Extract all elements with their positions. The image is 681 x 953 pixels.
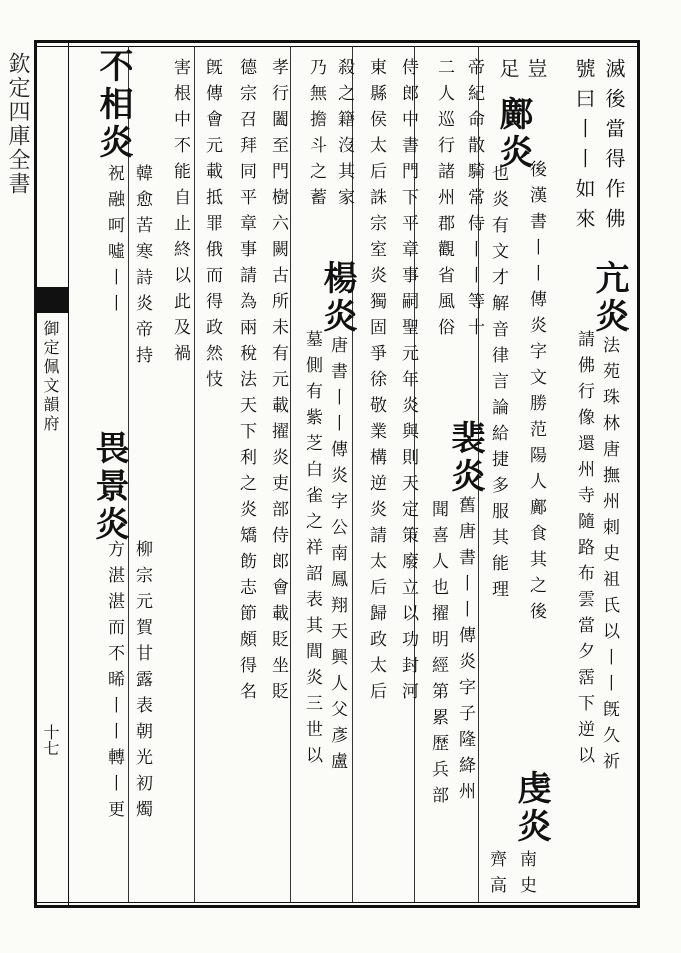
text-column: 德宗召拜同平章事請為兩稅法天下利之炎矯飭志節頗得名 [236,58,256,708]
text-column: 滅後當得作佛 [602,58,626,238]
text-column: 殺之籍沒其家 [334,58,354,214]
text-column: 乃無擔斗之蓄 [306,58,326,214]
text-column: 孝行闔至門樹六闕古所未有元載擢炎吏部侍郎會載貶坐貶 [268,58,288,708]
text-column [93,48,133,162]
text-column: 也炎有文才解音律言論給捷多服其能理 [488,164,508,606]
margin-book-title: 御定佩文韻府 [41,320,60,434]
text-column: 墓側有紫芝白雀之祥詔表其閭炎三世以 [302,330,322,772]
text-column [511,770,551,846]
text-column: 齊高 [486,850,506,902]
margin-top-title: 欽定四庫全書 [5,52,30,196]
text-column: 祝融呵噓丨丨 [104,164,124,320]
text-column: 東縣侯太后誅宗室炎獨固爭徐敬業構逆炎請太后歸政太后 [366,58,386,708]
entry-heading: 畏景炎 [89,430,129,544]
text-column: 害根中不能自止終以此及禍 [170,58,190,370]
text-column: 方湛湛而不晞丨丨轉丨更 [104,540,124,826]
text-column: 聞喜人也擢明經第累歷兵部 [428,500,448,812]
text-column [89,430,129,544]
frame-inner-bottom [34,902,640,903]
entry-heading: 不相炎 [93,48,133,162]
text-column: 帝紀命散騎常侍丨丨等十 [464,58,484,344]
text-column: 亢炎法苑珠林唐撫州刺史祖氏以丨丨旣久祈 [589,260,629,778]
entry-heading: 亢炎 [589,260,629,336]
entry-heading: 虔炎 [511,770,551,846]
text-column: 號曰丨丨如來 [572,58,596,238]
text-column: 裴炎舊唐書丨丨傳炎字子隆絳州 [445,420,485,808]
text-column: 豈 [524,58,548,88]
text-column: 韓愈苦寒詩炎帝持 [132,164,152,372]
text-column: 南史 [516,850,536,902]
text-column: 侍郎中書門下平章事嗣聖元年炎與則天定策廢立以功封河 [398,58,418,708]
text-column: 楊炎唐書丨丨傳炎字公南鳳翔天興人父彥盧 [317,260,357,778]
text-column: 二人巡行諸州郡觀省風俗 [434,58,454,344]
text-column: 後漢書丨丨傳炎字文勝范陽人鄺食其之後 [526,160,546,628]
margin-page-number: 十七 [41,724,60,756]
text-column: 請佛行像還州寺隨路布雲當夕霑下逆以 [574,330,594,772]
frame-inner-top [34,46,640,47]
entry-heading: 楊炎 [317,260,357,336]
text-column: 柳宗元賀甘露表朝光初燭 [132,540,152,826]
entry-heading: 裴炎 [445,420,485,496]
text-column: 旣傳會元載抵罪俄而得政然忮 [202,58,222,396]
entry-heading: 鄺炎 [493,96,533,172]
text-column: 足 [496,58,520,88]
